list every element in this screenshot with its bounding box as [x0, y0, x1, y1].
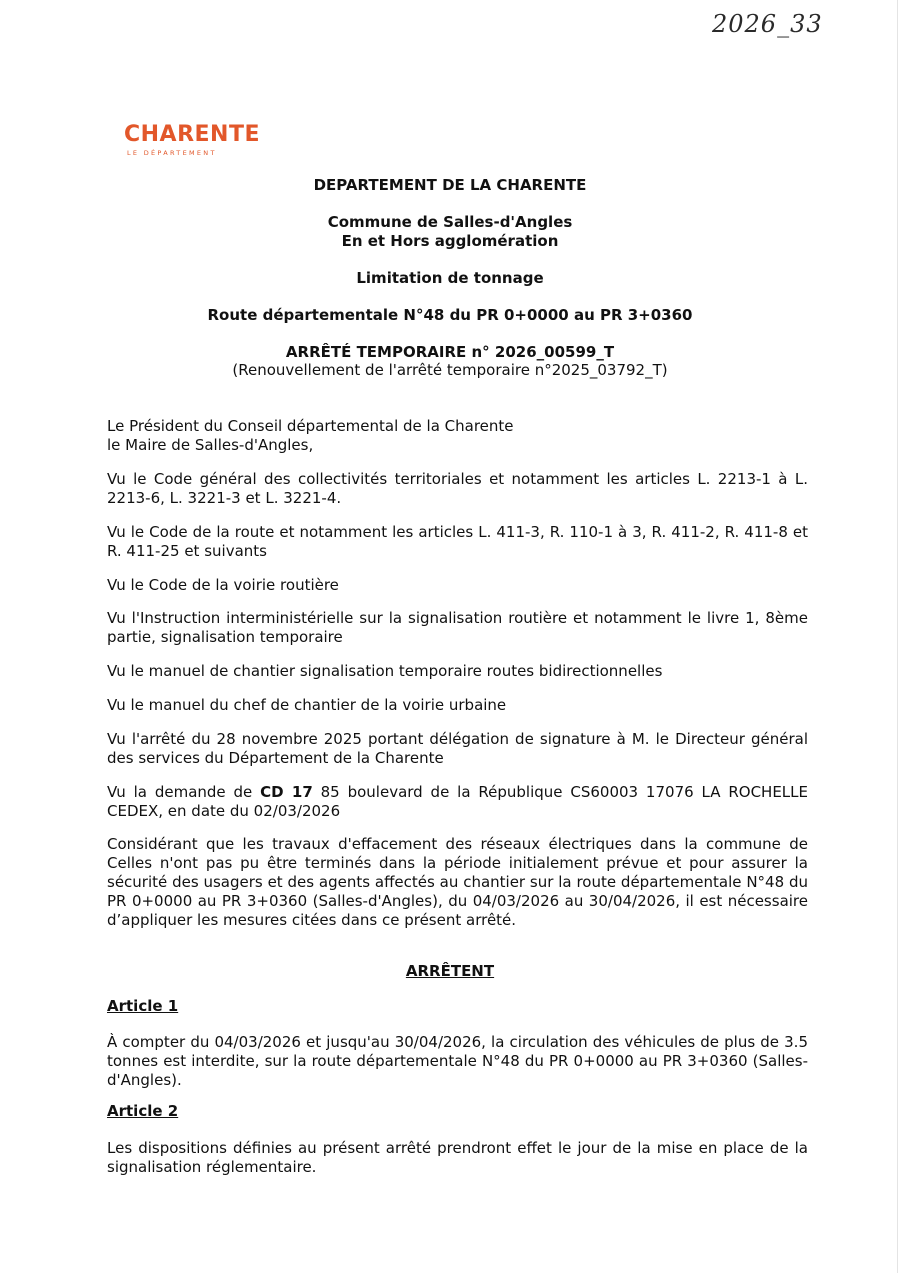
vu-paragraph-5: Vu le manuel de chantier signalisation temporaire routes bidirectionnelles: [107, 662, 663, 680]
vu-paragraph-6: Vu le manuel du chef de chantier de la voirie urbaine: [107, 696, 507, 714]
charente-logo: [124, 122, 260, 157]
president-line-1: Le Président du Conseil départemental de la Charente: [107, 417, 514, 435]
commune-title: Commune de Salles-d'Angles: [327, 213, 573, 231]
considerant-paragraph: Considérant que les travaux d'effacement des réseaux électriques dans la commune de Celles n'ont pas pu être terminés dans la période initialement prévue et pour assurer la sécurité des usagers et des agents affectés au chantier sur la route départementale N°48 du PR 0+0000 au PR 3+0360 (Salles-d'Angles), du 04/03/2026 au 30/04/2026, il est nécessaire d’appliquer les mesures citées dans ce présent arrêté.: [107, 835, 808, 929]
arretent-heading: ARRÊTENT: [405, 962, 495, 980]
department-title: DEPARTEMENT DE LA CHARENTE: [313, 176, 587, 194]
requester-name: CD 17: [260, 783, 313, 801]
vu-paragraph-2: Vu le Code de la route et notamment les articles L. 411-3, R. 110-1 à 3, R. 411-2, R. 411-8 et R. 411-25 et suivants: [107, 523, 808, 560]
president-line-2: le Maire de Salles-d'Angles,: [107, 436, 314, 454]
article-2-title: Article 2: [107, 1102, 179, 1120]
vu8-rest: 85 boulevard de la République CS60003 17076 LA ROCHELLE CEDEX, en date du 02/03/2026: [107, 783, 808, 820]
road-title: Route départementale N°48 du PR 0+0000 au PR 3+0360: [207, 306, 693, 324]
logo-subtitle: LE DÉPARTEMENT: [127, 149, 217, 157]
article-1-text: À compter du 04/03/2026 et jusqu'au 30/04/2026, la circulation des véhicules de plus de 3.5 tonnes est interdite, sur la route départementale N°48 du PR 0+0000 au PR 3+0360 (Salles-d'Angles).: [107, 1033, 808, 1089]
vu-paragraph-3: Vu le Code de la voirie routière: [107, 576, 339, 594]
renewal-note: (Renouvellement de l'arrêté temporaire n°2025_03792_T): [232, 361, 668, 379]
article-2-text: Les dispositions définies au présent arrêté prendront effet le jour de la mise en place de la signalisation réglementaire.: [107, 1139, 808, 1176]
logo-wordmark: CHARENTE: [124, 122, 260, 147]
zone-title: En et Hors agglomération: [341, 232, 559, 250]
vu-paragraph-1: Vu le Code général des collectivités territoriales et notamment les articles L. 2213-1 à L. 2213-6, L. 3221-3 et L. 3221-4.: [107, 470, 808, 507]
article-1-title: Article 1: [107, 997, 179, 1015]
handwritten-annotation: 2026_33: [712, 10, 823, 38]
arrete-number: ARRÊTÉ TEMPORAIRE n° 2026_00599_T: [285, 343, 615, 361]
vu-paragraph-8: [107, 783, 808, 821]
vu8-prefix: Vu la demande de: [107, 783, 261, 801]
vu-paragraph-4: Vu l'Instruction interministérielle sur la signalisation routière et notamment le livre 1, 8ème partie, signalisation temporaire: [107, 609, 808, 646]
subject-title: Limitation de tonnage: [356, 269, 544, 287]
vu-paragraph-7: Vu l'arrêté du 28 novembre 2025 portant délégation de signature à M. le Directeur général des services du Département de la Charente: [107, 730, 808, 767]
